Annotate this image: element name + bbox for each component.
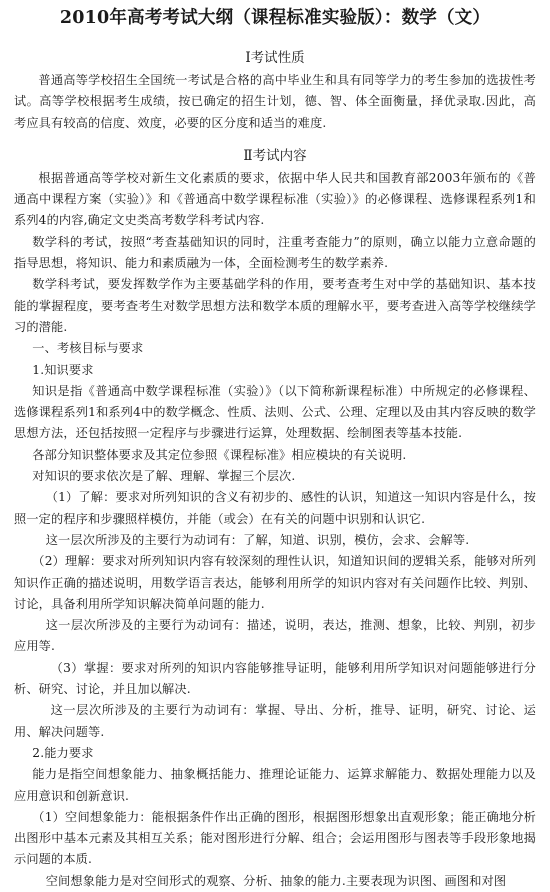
paragraph: （1）空间想象能力：能根据条件作出正确的图形，根据图形想象出直观形象；能正确地分析出图形中基本元素及其相互关系；能对图形进行分解、组合；会运用图形与图表等手段形象地揭示问题的本质. bbox=[14, 809, 536, 867]
paragraph: 根据普通高等学校对新生文化素质的要求，依据中华人民共和国教育部2003年颁布的《普通高中课程方案（实验）》和《普通高中数学课程标准（实验）》的必修课程、选修课程系列1和系列4的内容,确定文史类高考数学科考试内容. bbox=[14, 170, 536, 228]
paragraph: 空间想象能力是对空间形式的观察、分析、抽象的能力.主要表现为识图、画图和对图 bbox=[45, 873, 507, 888]
subheading-knowledge: 1.知识要求 bbox=[32, 362, 94, 377]
paragraph: 各部分知识整体要求及其定位参照《课程标准》相应模块的有关说明. bbox=[32, 447, 407, 462]
subheading-objectives: 一、考核目标与要求 bbox=[32, 341, 144, 356]
paragraph: 这一层次所涉及的主要行为动词有：了解，知道、识别，模仿，会求、会解等. bbox=[45, 532, 470, 547]
paragraph: 能力是指空间想象能力、抽象概括能力、推理论证能力、运算求解能力、数据处理能力以及应用意识和创新意识. bbox=[14, 767, 536, 803]
section-heading-exam-content: Ⅱ考试内容 bbox=[243, 147, 307, 164]
subheading-ability: 2.能力要求 bbox=[32, 745, 94, 760]
paragraph: 数学科的考试，按照“考查基础知识的同时，注重考查能力”的原则，确立以能力立意命题的指导思想，将知识、能力和素质融为一体，全面检测考生的数学素养. bbox=[14, 234, 536, 271]
paragraph: （2）理解：要求对所列知识内容有较深刻的理性认识，知道知识间的逻辑关系，能够对所列知识作正确的描述说明，用数学语言表达，能够利用所学的知识内容对有关问题作比较、判别、讨论，具备利用所学知识解决简单问题的能力. bbox=[14, 554, 536, 611]
paragraph: 知识是指《普通高中数学课程标准（实验）》（以下简称新课程标准）中所规定的必修课程、选修课程系列1和系列4中的数学概念、性质、法则、公式、公理、定理以及由其内容反映的数学思想方法，还包括按照一定程序与步骤进行运算，处理数据、绘制图表等基本技能. bbox=[14, 383, 536, 441]
paragraph: 这一层次所涉及的主要行为动词有：掌握、导出、分析，推导、证明，研究、讨论、运用、解决问题等. bbox=[14, 703, 536, 739]
paragraph: 普通高等学校招生全国统一考试是合格的高中毕业生和具有同等学力的考生参加的选拔性考试。高等学校根据考生成绩，按已确定的招生计划，德、智、体全面衡量，择优录取.因此，高考应具有较高的信度、效度，必要的区分度和适当的难度. bbox=[14, 73, 536, 130]
section-heading-exam-nature: Ⅰ考试性质 bbox=[245, 50, 305, 66]
paragraph: 对知识的要求依次是了解、理解、掌握三个层次. bbox=[32, 469, 296, 484]
document-title: 2010年高考考试大纲（课程标准实验版）：数学（文） bbox=[59, 8, 491, 28]
paragraph: 这一层次所涉及的主要行为动词有：描述，说明，表达，推测、想象，比较、判别，初步应用等. bbox=[14, 618, 536, 654]
paragraph: （1）了解：要求对所列知识的含义有初步的、感性的认识，知道这一知识内容是什么，按照一定的程序和步骤照样模仿，并能（或会）在有关的问题中识别和认识它. bbox=[14, 490, 536, 526]
paragraph: 数学科考试，要发挥数学作为主要基础学科的作用，要考查考生对中学的基础知识、基本技能的掌握程度，要考查考生对数学思想方法和数学本质的理解水平，要考查进入高等学校继续学习的潜能. bbox=[14, 277, 536, 334]
paragraph: （3）掌握：要求对所列的知识内容能够推导证明，能够利用所学知识对问题能够进行分析、研究、讨论，并且加以解决. bbox=[14, 660, 536, 697]
